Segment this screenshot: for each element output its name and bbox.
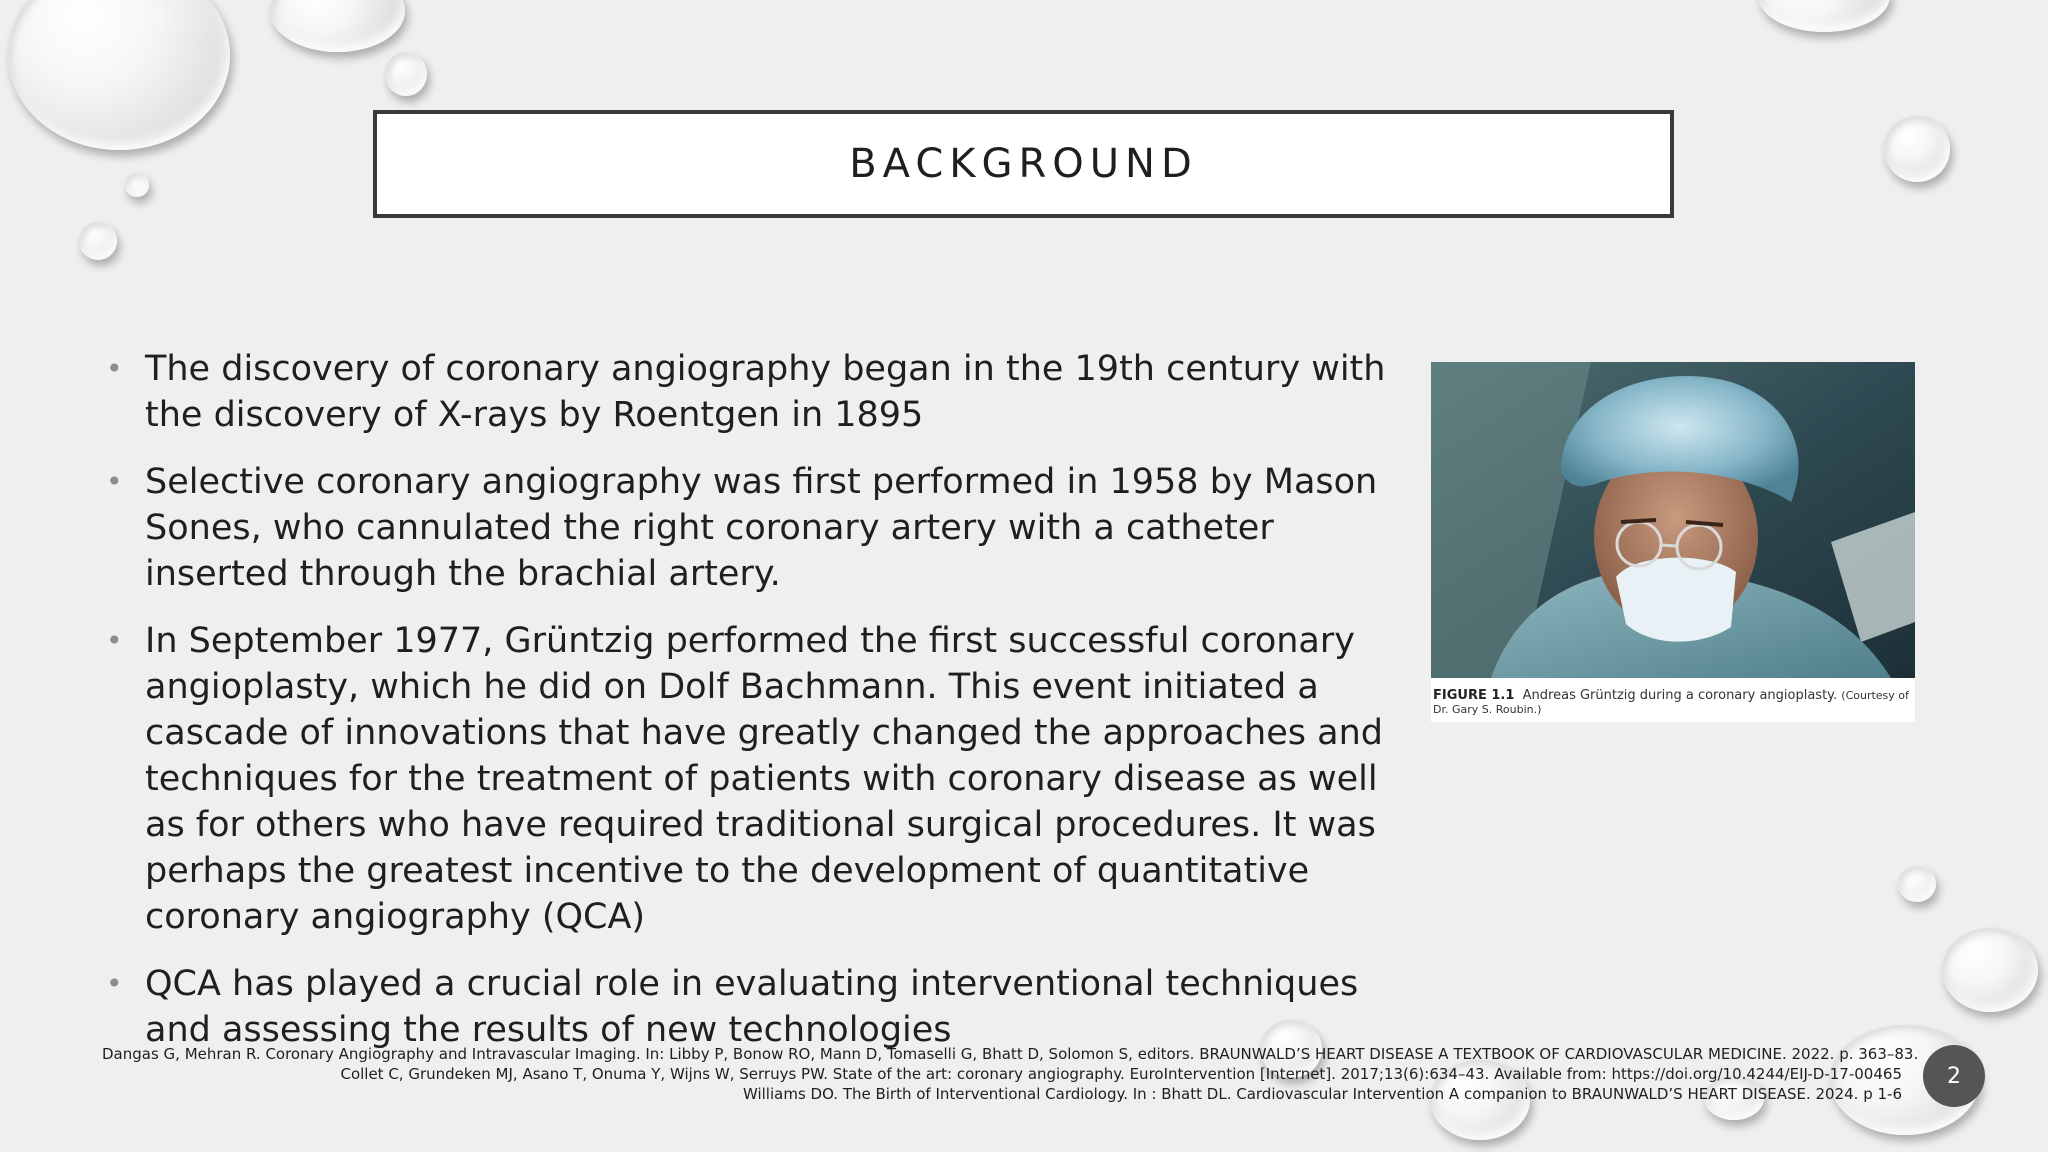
bullet-list — [106, 346, 1426, 1074]
water-drop-decoration — [125, 173, 149, 197]
water-drop-decoration — [1758, 0, 1890, 32]
bullet-item — [106, 459, 1426, 597]
figure-label: FIGURE 1.1 — [1433, 688, 1515, 703]
bullet-item — [106, 961, 1426, 1053]
surgeon-photo — [1431, 362, 1915, 678]
bullet-marker-icon: • — [106, 967, 123, 1000]
bullet-item — [106, 346, 1426, 438]
bullet-marker-icon: • — [106, 624, 123, 657]
slide-title: BACKGROUND — [849, 141, 1198, 187]
bullet-text: QCA has played a crucial role in evaluating interventional techniques and assessing the results of new technologies — [145, 964, 1359, 1050]
water-drop-decoration — [8, 0, 230, 150]
bullet-text: Selective coronary angiography was first performed in 1958 by Mason Sones, who cannulated the right coronary artery with a catheter inserted through the brachial artery. — [145, 462, 1378, 594]
bullet-text: The discovery of coronary angiography began in the 19th century with the discovery of X-rays by Roentgen in 1895 — [145, 349, 1386, 435]
title-box — [373, 110, 1674, 218]
bullet-marker-icon: • — [106, 352, 123, 385]
water-drop-decoration — [385, 52, 427, 96]
figure-credit: (Courtesy of Dr. Gary S. Roubin.) — [1433, 689, 1909, 716]
water-drop-decoration — [1898, 866, 1936, 902]
water-drop-decoration — [270, 0, 405, 52]
reference-line: Williams DO. The Birth of Interventional Cardiology. In : Bhatt DL. Cardiovascular Intervention A companion to BRAUNWALD’S HEART DISEASE. 2024. p 1-6 — [742, 1085, 1902, 1103]
figure — [1431, 362, 1915, 722]
reference-line: Collet C, Grundeken MJ, Asano T, Onuma Y, Wijns W, Serruys PW. State of the art: coronary angiography. EuroIntervention [Internet]. 2017;13(6):634–43. Available from: https://doi.org/10.4244/EIJ-D-17-00465 — [340, 1065, 1902, 1083]
references — [102, 1044, 1919, 1104]
figure-caption — [1433, 689, 1913, 717]
page-number: 2 — [1923, 1045, 1985, 1107]
water-drop-decoration — [1884, 116, 1950, 182]
bullet-marker-icon: • — [106, 465, 123, 498]
figure-caption-text: Andreas Grüntzig during a coronary angioplasty. — [1522, 688, 1838, 703]
reference-line: Dangas G, Mehran R. Coronary Angiography and Intravascular Imaging. In: Libby P, Bonow RO, Mann D, Tomaselli G, Bhatt D, Solomon S, editors. BRAUNWALD’S HEART DISEASE A TEXTBOOK OF CARDIOVASCULAR MEDICINE. 2022. p. 363–83. — [102, 1045, 1919, 1063]
water-drop-decoration — [1942, 928, 2038, 1012]
bullet-item — [106, 618, 1426, 940]
water-drop-decoration — [79, 222, 117, 260]
bullet-text: In September 1977, Grüntzig performed the first successful coronary angioplasty, which he did on Dolf Bachmann. This event initiated a cascade of innovations that have greatly changed the approaches and techniques for the treatment of patients with coronary disease as well as for others who have required traditional surgical procedures. It was perhaps the greatest incentive to the development of quantitative coronary angiography (QCA) — [145, 621, 1383, 937]
